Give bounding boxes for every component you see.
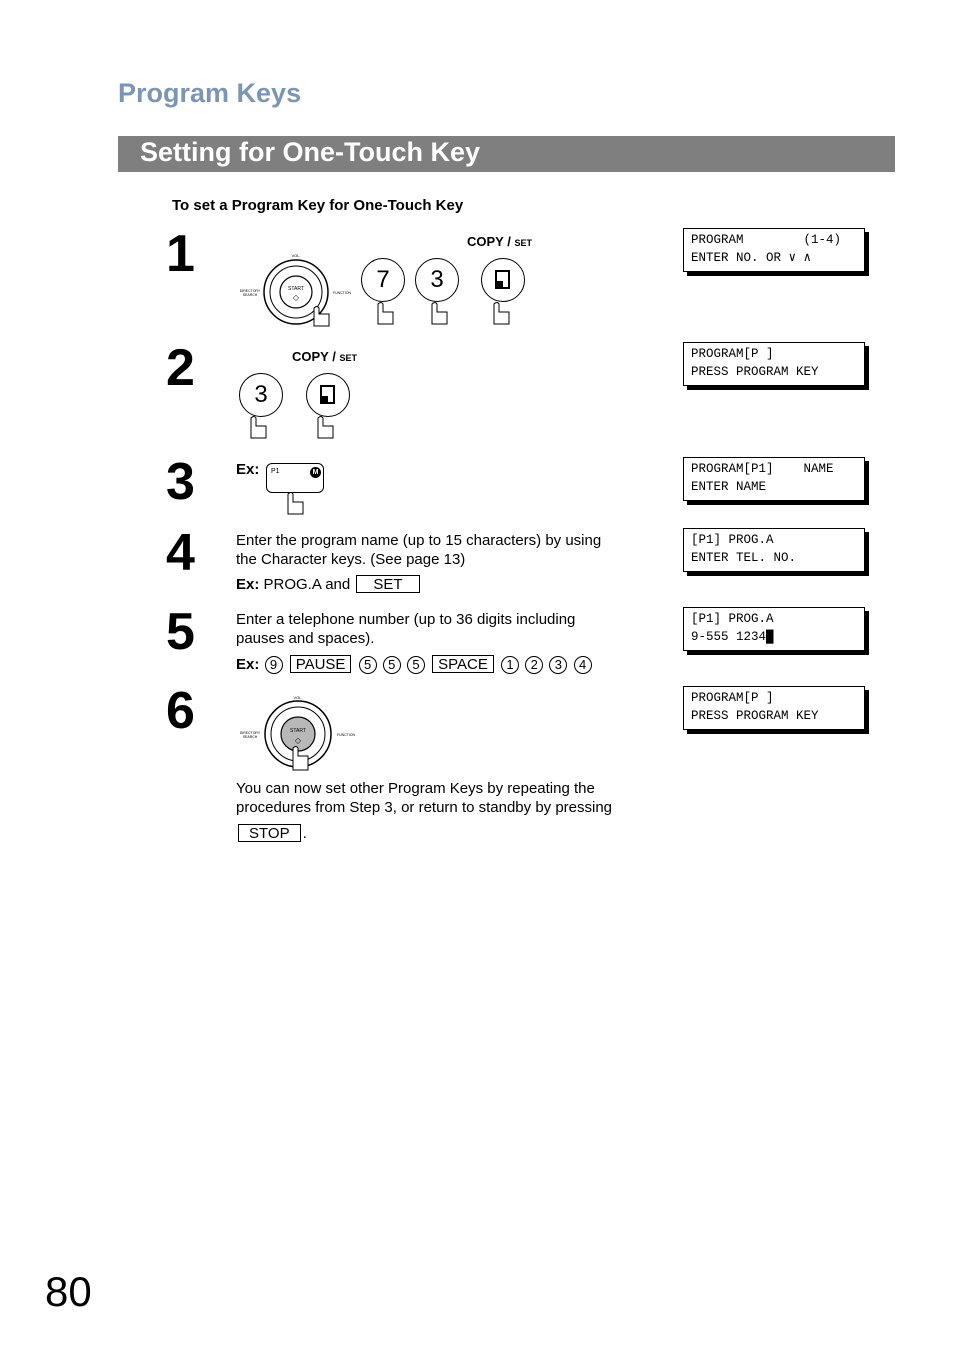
svg-text:FUNCTION: FUNCTION <box>332 291 352 295</box>
step-number: 3 <box>166 453 195 511</box>
start-dial-icon <box>236 252 356 327</box>
digit-key[interactable]: 9 <box>265 656 283 674</box>
step-text: You can now set other Program Keys by repeating the procedures from Step 3, or return to standby by pressing <box>236 780 613 816</box>
key-3-button[interactable]: 3 <box>415 258 459 302</box>
svg-text:START: START <box>288 286 304 292</box>
step-text: Enter a telephone number (up to 36 digits including pauses and spaces). <box>236 611 576 647</box>
svg-text:◇: ◇ <box>292 293 300 302</box>
step-number: 6 <box>166 682 195 740</box>
stop-line: STOP . <box>236 824 307 843</box>
digit-key[interactable]: 1 <box>501 656 519 674</box>
digit-key[interactable]: 5 <box>359 656 377 674</box>
key-7-button[interactable]: 7 <box>361 258 405 302</box>
stop-button[interactable]: STOP <box>238 824 301 842</box>
example-label: Ex: <box>236 461 260 478</box>
svg-text:DIRECTORY: DIRECTORY <box>239 289 261 293</box>
svg-text:VOL.: VOL. <box>293 695 303 700</box>
digit-key[interactable]: 5 <box>383 656 401 674</box>
svg-text:◇: ◇ <box>294 736 302 745</box>
section-title: Program Keys <box>118 78 302 108</box>
lcd-display: PROGRAM[P ] PRESS PROGRAM KEY <box>683 342 865 386</box>
svg-text:FUNCTION: FUNCTION <box>336 733 356 737</box>
space-button[interactable]: SPACE <box>432 655 494 673</box>
lcd-display: PROGRAM (1-4) ENTER NO. OR ∨ ∧ <box>683 228 865 272</box>
finger-icons <box>248 414 348 440</box>
svg-text:DIRECTORY: DIRECTORY <box>239 731 261 735</box>
finger-icon <box>284 490 314 516</box>
example-line: Ex: PROG.A and SET <box>236 575 422 594</box>
copy-set-button[interactable] <box>481 258 525 302</box>
key-3-button[interactable]: 3 <box>239 373 283 417</box>
step-number: 1 <box>166 225 195 283</box>
page-number: 80 <box>45 1268 92 1315</box>
lcd-display: [P1] PROG.A 9-555 1234█ <box>683 607 865 651</box>
step-number: 5 <box>166 603 195 661</box>
svg-text:SEARCH: SEARCH <box>242 293 258 297</box>
svg-text:START: START <box>290 728 306 734</box>
lcd-display: [P1] PROG.A ENTER TEL. NO. <box>683 528 865 572</box>
banner-title: Setting for One-Touch Key <box>140 137 481 167</box>
digit-key[interactable]: 2 <box>525 656 543 674</box>
lcd-display: PROGRAM[P ] PRESS PROGRAM KEY <box>683 686 865 730</box>
example-line: Ex: 9 PAUSE 5 5 5 SPACE 1 2 3 4 <box>236 655 593 674</box>
page-banner <box>118 136 895 172</box>
copy-set-label: COPY / SET <box>467 234 532 249</box>
document-icon <box>307 374 349 416</box>
digit-key[interactable]: 3 <box>549 656 567 674</box>
finger-icons <box>370 300 540 326</box>
program-key-p1[interactable]: P1 M <box>266 463 324 493</box>
step-number: 4 <box>166 524 195 582</box>
copy-set-button[interactable] <box>306 373 350 417</box>
step-text: Enter the program name (up to 15 characters) by using the Character keys. (See page 13) <box>236 532 602 568</box>
set-button[interactable]: SET <box>356 575 419 593</box>
procedure-heading: To set a Program Key for One-Touch Key <box>172 197 464 214</box>
copy-set-label: COPY / SET <box>292 349 357 364</box>
svg-text:SEARCH: SEARCH <box>242 735 258 739</box>
document-icon <box>482 259 524 301</box>
digit-key[interactable]: 5 <box>407 656 425 674</box>
start-dial-icon <box>236 694 361 774</box>
lcd-display: PROGRAM[P1] NAME ENTER NAME <box>683 457 865 501</box>
svg-text:VOL.: VOL. <box>291 253 301 258</box>
step-number: 2 <box>166 339 195 397</box>
digit-key[interactable]: 4 <box>574 656 592 674</box>
pause-button[interactable]: PAUSE <box>290 655 352 673</box>
